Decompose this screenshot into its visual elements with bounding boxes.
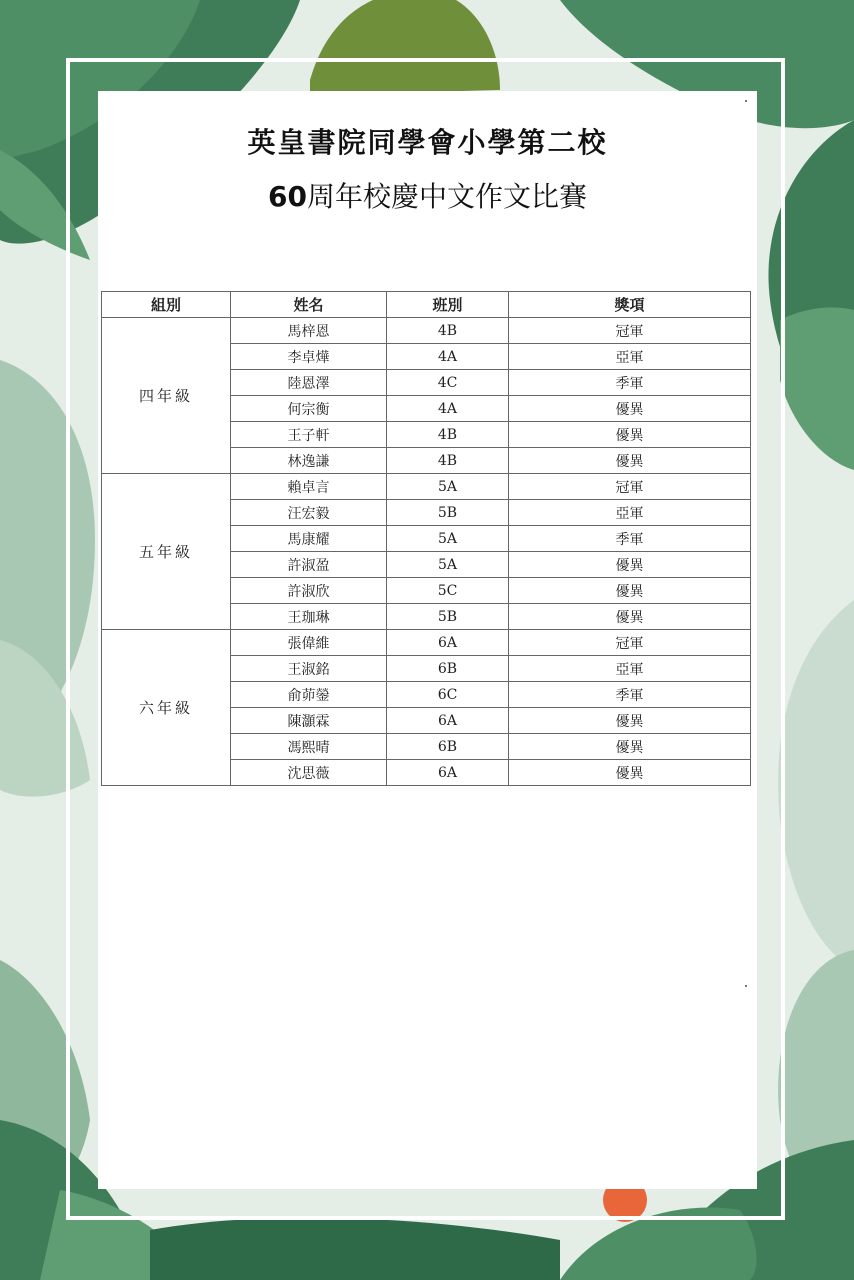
class-cell: 4B — [387, 448, 509, 474]
student-name-cell: 許淑盈 — [231, 552, 387, 578]
student-name-cell: 馮熙晴 — [231, 734, 387, 760]
scan-dot — [745, 100, 747, 102]
award-cell: 亞軍 — [509, 500, 751, 526]
student-name-cell: 王子軒 — [231, 422, 387, 448]
student-name-cell: 汪宏毅 — [231, 500, 387, 526]
student-name-cell: 馬康耀 — [231, 526, 387, 552]
award-cell: 亞軍 — [509, 656, 751, 682]
class-cell: 5B — [387, 500, 509, 526]
award-cell: 亞軍 — [509, 344, 751, 370]
award-cell: 季軍 — [509, 370, 751, 396]
student-name-cell: 何宗衡 — [231, 396, 387, 422]
award-cell: 優異 — [509, 552, 751, 578]
class-cell: 5A — [387, 552, 509, 578]
column-header-name: 姓名 — [231, 292, 387, 318]
award-cell: 優異 — [509, 708, 751, 734]
competition-title — [98, 175, 757, 215]
award-cell: 優異 — [509, 448, 751, 474]
column-header-award: 獎項 — [509, 292, 751, 318]
table-header-row — [102, 292, 751, 318]
award-cell: 優異 — [509, 760, 751, 786]
student-name-cell: 陳灝霖 — [231, 708, 387, 734]
award-cell: 季軍 — [509, 526, 751, 552]
class-cell: 5B — [387, 604, 509, 630]
award-cell: 優異 — [509, 422, 751, 448]
student-name-cell: 王淑銘 — [231, 656, 387, 682]
column-header-class: 班別 — [387, 292, 509, 318]
class-cell: 4B — [387, 318, 509, 344]
class-cell: 4B — [387, 422, 509, 448]
class-cell: 6A — [387, 630, 509, 656]
class-cell: 5C — [387, 578, 509, 604]
grade-group-cell: 四年級 — [102, 318, 231, 474]
results-table — [101, 291, 751, 786]
class-cell: 6B — [387, 734, 509, 760]
class-cell: 4C — [387, 370, 509, 396]
student-name-cell: 李卓燁 — [231, 344, 387, 370]
results-sheet — [98, 91, 757, 1189]
award-cell: 冠軍 — [509, 630, 751, 656]
class-cell: 4A — [387, 396, 509, 422]
class-cell: 5A — [387, 526, 509, 552]
award-cell: 季軍 — [509, 682, 751, 708]
award-cell: 優異 — [509, 396, 751, 422]
table-row — [102, 474, 751, 500]
class-cell: 6A — [387, 708, 509, 734]
class-cell: 5A — [387, 474, 509, 500]
award-cell: 優異 — [509, 578, 751, 604]
award-cell: 優異 — [509, 734, 751, 760]
class-cell: 6A — [387, 760, 509, 786]
student-name-cell: 沈思薇 — [231, 760, 387, 786]
student-name-cell: 陸恩澤 — [231, 370, 387, 396]
class-cell: 6B — [387, 656, 509, 682]
student-name-cell: 賴卓言 — [231, 474, 387, 500]
student-name-cell: 張偉維 — [231, 630, 387, 656]
student-name-cell: 馬梓恩 — [231, 318, 387, 344]
award-cell: 冠軍 — [509, 474, 751, 500]
table-row — [102, 630, 751, 656]
anniversary-number: 60 — [268, 180, 307, 213]
column-header-group: 組別 — [102, 292, 231, 318]
award-cell: 冠軍 — [509, 318, 751, 344]
school-name-title: 英皇書院同學會小學第二校 — [247, 126, 608, 159]
student-name-cell: 許淑欣 — [231, 578, 387, 604]
student-name-cell: 林逸謙 — [231, 448, 387, 474]
scan-dot — [745, 985, 747, 987]
competition-name: 周年校慶中文作文比賽 — [306, 180, 587, 213]
award-cell: 優異 — [509, 604, 751, 630]
student-name-cell: 王珈琳 — [231, 604, 387, 630]
grade-group-cell: 五年級 — [102, 474, 231, 630]
class-cell: 4A — [387, 344, 509, 370]
student-name-cell: 俞茆鎣 — [231, 682, 387, 708]
class-cell: 6C — [387, 682, 509, 708]
table-row — [102, 318, 751, 344]
grade-group-cell: 六年級 — [102, 630, 231, 786]
